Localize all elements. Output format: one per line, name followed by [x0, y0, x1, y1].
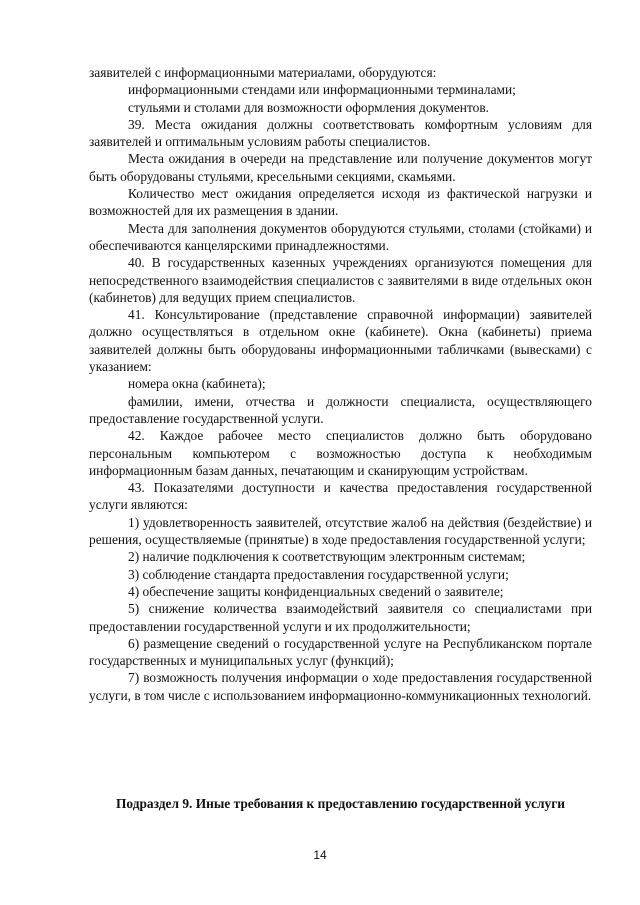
- paragraph: 39. Места ожидания должны соответствовать комфортным условиям для заявителей и оптимальным условиям работы специалистов.: [89, 116, 592, 150]
- page-number: 14: [313, 848, 327, 862]
- paragraph: Количество мест ожидания определяется исходя из фактической нагрузки и возможностей для их размещения в здании.: [89, 186, 592, 219]
- paragraph: 6) размещение сведений о государственной услуге на Республиканском портале государственных и муниципальных услуг (функций);: [89, 635, 592, 669]
- paragraph: номера окна (кабинета);: [128, 376, 266, 392]
- paragraph: информационными стендами или информационными терминалами;: [128, 82, 516, 98]
- paragraph: 40. В государственных казенных учреждениях организуются помещения для непосредственного взаимодействия специалистов с заявителями в виде отдельных окон (кабинетов) для ведущих прием специалистов.: [89, 255, 592, 305]
- paragraph: стульями и столами для возможности оформления документов.: [128, 99, 490, 115]
- paragraph: заявителей с информационными материалами, оборудуются:: [89, 65, 437, 80]
- paragraph: 4) обеспечение защиты конфиденциальных сведений о заявителе;: [128, 583, 504, 599]
- paragraph: 1) удовлетворенность заявителей, отсутствие жалоб на действия (бездействие) и решения, осуществляемые (принятые) в ходе предоставления государственной услуги;: [89, 514, 592, 548]
- paragraph: 43. Показателями доступности и качества предоставления государственной услуги являются:: [89, 480, 592, 513]
- paragraph: 41. Консультирование (представление справочной информации) заявителей должно осуществляться в отдельном окне (кабинете). Окна (кабинеты) приема заявителей должны быть оборудованы информационными табличками (вывесками) с указанием:: [89, 307, 592, 375]
- paragraph: 5) снижение количества взаимодействий заявителя со специалистами при предоставлении государственной услуги и их продолжительности;: [89, 601, 592, 634]
- paragraph: 42. Каждое рабочее место специалистов должно быть оборудовано персональным компьютером с возможностью доступа к необходимым информационным базам данных, печатающим и сканирующим устройствам.: [89, 428, 592, 478]
- paragraph: Места для заполнения документов оборудуются стульями, столами (стойками) и обеспечиваются канцелярскими принадлежностями.: [89, 220, 592, 253]
- body-text: [89, 64, 592, 704]
- paragraph: 2) наличие подключения к соответствующим электронным системам;: [128, 549, 526, 565]
- paragraph: 7) возможность получения информации о ходе предоставления государственной услуги, в том числе с использованием информационно-коммуникационных технологий.: [89, 670, 592, 703]
- section-heading: Подраздел 9. Иные требования к предоставлению государственной услуги: [115, 796, 566, 811]
- paragraph: Места ожидания в очереди на представление или получение документов могут быть оборудованы стульями, кресельными секциями, скамьями.: [89, 151, 592, 184]
- paragraph: 3) соблюдение стандарта предоставления государственной услуги;: [128, 566, 509, 582]
- paragraph: фамилии, имени, отчества и должности специалиста, осуществляющего предоставление государственной услуги.: [89, 393, 592, 426]
